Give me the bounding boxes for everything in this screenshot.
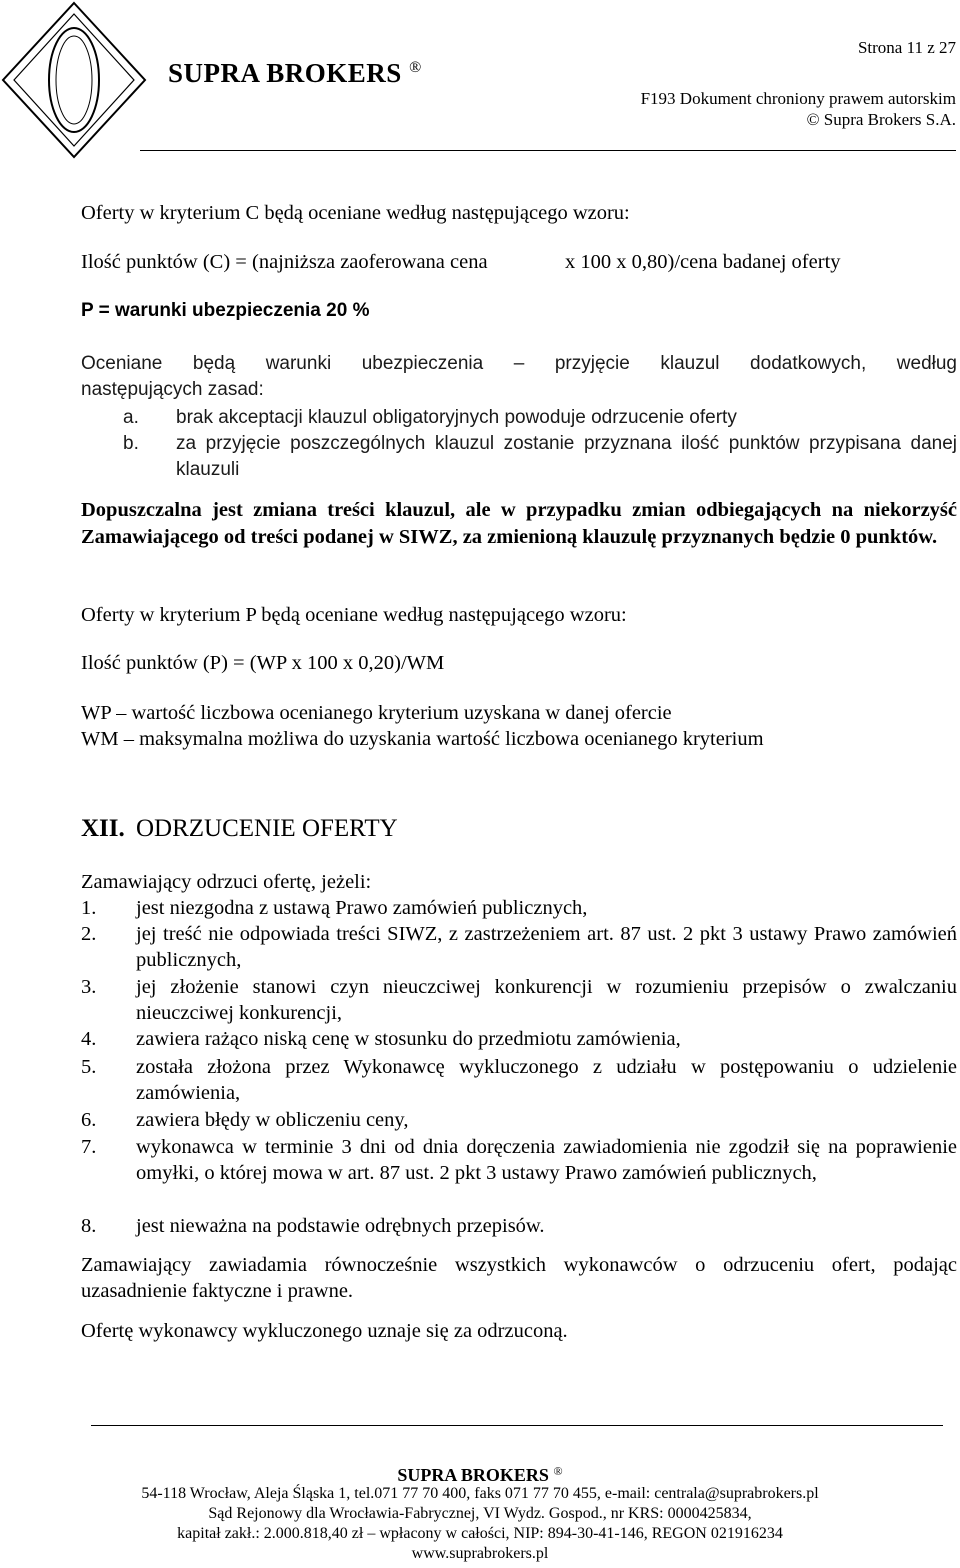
doc-protection-note: F193 Dokument chroniony prawem autorskim xyxy=(640,89,956,108)
header-divider xyxy=(140,150,956,151)
crit-c-intro: Oferty w kryterium C będą oceniane według następującego wzoru: xyxy=(81,202,630,224)
company-logo xyxy=(0,0,148,160)
p-description-line1: Oceniane będą warunki ubezpieczenia – przyjęcie klauzul dodatkowych, według xyxy=(81,353,957,374)
header-brand: SUPRA BROKERS ® xyxy=(168,58,422,88)
crit-c-formula-right: x 100 x 0,80)/cena badanej oferty xyxy=(565,251,841,273)
wm-definition: WM – maksymalna możliwa do uzyskania wartość liczbowa ocenianego kryterium xyxy=(81,728,764,750)
wp-definition: WP – wartość liczbowa ocenianego kryterium uzyskana w danej ofercie xyxy=(81,702,672,724)
footer-divider xyxy=(91,1425,943,1426)
footer-website: www.suprabrokers.pl xyxy=(411,1545,549,1562)
footer-address: 54-118 Wrocław, Aleja Śląska 1, tel.071 77 70 400, faks 071 77 70 455, e-mail: centrala@suprabrokers.pl xyxy=(141,1485,819,1502)
section-title: ODRZUCENIE OFERTY xyxy=(136,815,398,842)
crit-c-formula-left: Ilość punktów (C) = (najniższa zaoferowana cena xyxy=(81,251,488,273)
excluded-offer-note: Ofertę wykonawcy wykluczonego uznaje się za odrzuconą. xyxy=(81,1320,568,1342)
clause-change-note: Dopuszczalna jest zmiana treści klauzul, ale w przypadku zmian odbiegających na niekorzyść Zamawiającego od treści podanej w SIWZ, za zmienioną klauzulę przyznanych będzie 0 punktów. xyxy=(81,499,957,548)
page-number: Strona 11 z 27 xyxy=(857,38,956,57)
crit-p-formula: Ilość punktów (P) = (WP x 100 x 0,20)/WM xyxy=(81,652,445,674)
p-description-line2: następujących zasad: xyxy=(81,379,264,400)
crit-c-formula xyxy=(81,249,957,275)
copyright-note: © Supra Brokers S.A. xyxy=(806,110,956,129)
crit-p-intro: Oferty w kryterium P będą oceniane według następującego wzoru: xyxy=(81,604,627,626)
section-number: XII. xyxy=(81,815,125,842)
rejection-notice: Zamawiający zawiadamia równocześnie wszystkich wykonawców o odrzuceniu ofert, podając uzasadnienie faktyczne i prawne. xyxy=(81,1254,957,1302)
rejection-intro: Zamawiający odrzuci ofertę, jeżeli: xyxy=(81,871,372,893)
criterion-p-heading: P = warunki ubezpieczenia 20 % xyxy=(81,300,370,321)
footer-brand: SUPRA BROKERS ® xyxy=(397,1464,563,1485)
footer-court-info: Sąd Rejonowy dla Wrocławia-Fabrycznej, VI Wydz. Gospod., nr KRS: 0000425834, xyxy=(208,1505,752,1522)
footer-capital-info: kapitał zakł.: 2.000.818,40 zł – wpłacony w całości, NIP: 894-30-41-146, REGON 021916234 xyxy=(177,1525,783,1542)
